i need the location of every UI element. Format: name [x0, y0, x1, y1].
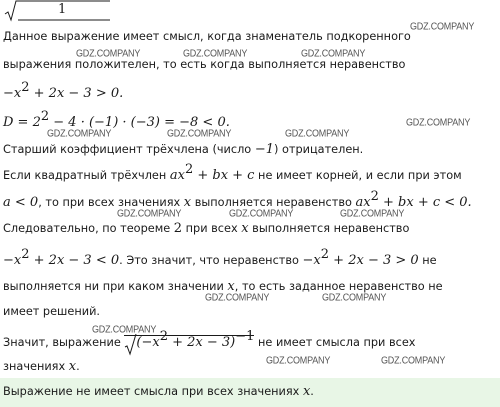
math-line-3	[3, 80, 124, 101]
math: + 2x − 3 < 0	[29, 253, 120, 268]
watermark: GDZ.COMPANY	[229, 207, 294, 219]
fraction-numerator: 1	[58, 2, 67, 17]
text-line-11: имеет решений.	[3, 305, 101, 318]
exponent: 2	[159, 329, 168, 344]
exponent: 2	[21, 80, 30, 95]
watermark: GDZ.COMPANY	[381, 354, 446, 366]
math: −x	[302, 253, 321, 268]
math: ax	[169, 168, 185, 183]
text-line-13	[3, 360, 80, 374]
watermark: GDZ.COMPANY	[266, 354, 331, 366]
answer-box	[0, 378, 500, 407]
watermark: GDZ.COMPANY	[183, 47, 248, 59]
math: + bx + c	[193, 168, 255, 183]
math: 2	[173, 221, 183, 236]
text: не имеет корней, и если при этом	[254, 169, 462, 182]
text: при всех	[182, 222, 242, 235]
text: , то есть заданное неравенство не	[234, 280, 443, 293]
watermark: GDZ.COMPANY	[117, 207, 182, 219]
math: −1	[254, 142, 274, 157]
math: (−x	[136, 335, 160, 350]
exponent: −1	[235, 329, 255, 344]
watermark: GDZ.COMPANY	[410, 20, 475, 32]
exponent: 2	[370, 189, 379, 204]
math: ax	[355, 195, 371, 210]
text: выполняется неравенство	[248, 222, 410, 235]
math: x	[227, 279, 235, 294]
exponent: 2	[320, 247, 330, 262]
text-line-5	[3, 143, 363, 157]
math: −x	[3, 253, 22, 268]
text: выполняется неравенство	[191, 196, 356, 209]
sqrt-expression	[124, 329, 255, 350]
text: Значит, выражение	[3, 336, 125, 349]
math: + 2x − 3)	[167, 335, 236, 350]
text: Выражение не имеет смысла при всех значениях	[3, 385, 303, 398]
text: , то при всех значениях	[38, 196, 184, 209]
text: не	[418, 254, 437, 267]
watermark: GDZ.COMPANY	[167, 127, 232, 139]
watermark: GDZ.COMPANY	[301, 47, 366, 59]
math: x	[183, 195, 192, 210]
text: .	[310, 385, 314, 398]
text: . Это значит, что неравенство	[119, 254, 303, 267]
top-sqrt-fraction	[2, 0, 112, 24]
text: значениях	[3, 360, 69, 373]
watermark: GDZ.COMPANY	[76, 47, 141, 59]
exponent: 2	[40, 109, 50, 124]
text-line-9	[3, 247, 437, 268]
math: x	[302, 384, 311, 399]
math: D = 2	[3, 115, 41, 130]
text: не имеет смысла при всех	[254, 336, 416, 349]
watermark: GDZ.COMPANY	[406, 116, 471, 128]
text: выполняется ни при каком значении	[3, 280, 228, 293]
watermark: GDZ.COMPANY	[285, 127, 350, 139]
math: + 2x − 3 > 0.	[29, 86, 124, 101]
text: Старший коэффициент трёхчлена (число	[3, 143, 255, 156]
exponent: 2	[184, 162, 194, 177]
watermark: GDZ.COMPANY	[205, 291, 270, 303]
math: a < 0	[3, 195, 39, 210]
math: + bx + c < 0.	[378, 195, 472, 210]
math: + 2x − 3 > 0	[329, 253, 419, 268]
text: .	[76, 360, 80, 373]
math: x	[68, 359, 77, 374]
text-line-2: выражения положителен, то есть когда выполняется неравенство	[3, 58, 406, 71]
text-line-1: Данное выражение имеет смысл, когда знаменатель подкоренного	[3, 30, 411, 43]
text-line-6	[3, 162, 462, 183]
watermark: GDZ.COMPANY	[92, 323, 157, 335]
text: Следовательно, по теореме	[3, 222, 174, 235]
math: − 4 · (−1) · (−3) = −8 < 0.	[49, 115, 230, 130]
text: ) отрицателен.	[273, 143, 364, 156]
answer-text	[3, 385, 314, 399]
radical-sign	[124, 334, 137, 356]
watermark: GDZ.COMPANY	[47, 127, 112, 139]
text-line-8	[3, 222, 409, 236]
math: x	[241, 221, 249, 236]
text: Если квадратный трёхчлен	[3, 169, 170, 182]
watermark: GDZ.COMPANY	[340, 207, 405, 219]
exponent: 2	[21, 247, 30, 262]
watermark: GDZ.COMPANY	[322, 291, 387, 303]
math: −x	[3, 86, 22, 101]
